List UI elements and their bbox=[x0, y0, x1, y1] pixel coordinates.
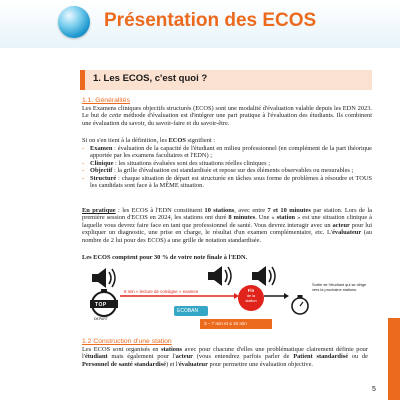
bullet-icon: - bbox=[82, 159, 85, 167]
text-fragment: Patient standardisé bbox=[293, 353, 349, 361]
list-item bbox=[82, 145, 372, 160]
text-fragment: 10 stations bbox=[204, 207, 235, 214]
term: Clinique bbox=[90, 159, 114, 167]
sphere-logo-icon bbox=[58, 6, 90, 38]
definition-list bbox=[82, 145, 372, 189]
text-fragment: stations bbox=[161, 346, 183, 353]
text-fragment: . Une « bbox=[255, 214, 277, 222]
list-item bbox=[82, 175, 372, 190]
text-fragment: 8 minutes bbox=[228, 214, 256, 222]
term-text: : les situations évaluées sont des situations réelles cliniques ; bbox=[113, 159, 270, 167]
term: Structuré bbox=[90, 174, 117, 182]
term: Examen bbox=[90, 145, 113, 152]
exit-text: Sortie de l'étudiant qui se dirige vers la prochaine stations. bbox=[312, 282, 367, 292]
text-fragment: pour lui expliquer un diagnostic, une prise en charge, le résultat d'un examen complémentaire, etc. L' bbox=[82, 221, 372, 237]
text-fragment: avec pour chacune d'elles une problématique clairement définie pour l' bbox=[82, 346, 368, 361]
top-sub-label: DEPART bbox=[94, 317, 108, 321]
subsection-heading-generalites: 1.1. Généralités bbox=[82, 97, 130, 104]
bullet-icon: - bbox=[82, 145, 85, 152]
page-edge-band bbox=[388, 318, 400, 400]
text-fragment: signifient : bbox=[185, 137, 216, 144]
paragraph-en-pratique bbox=[82, 207, 372, 244]
text-fragment: acteur bbox=[175, 353, 194, 361]
text-fragment: Les ECOS sont organisés en bbox=[82, 346, 162, 353]
text-fragment: évaluateur bbox=[332, 229, 362, 237]
stopwatch-exit-icon bbox=[292, 295, 308, 314]
fin-label-3: station bbox=[245, 299, 257, 303]
text-fragment: ) et l' bbox=[165, 360, 179, 368]
text-fragment: étudiant bbox=[84, 353, 108, 361]
bullet-icon: - bbox=[82, 167, 85, 175]
fin-label-1: Fin bbox=[247, 288, 255, 293]
text-fragment: 7 et 10 minutes bbox=[267, 207, 311, 214]
list-item bbox=[82, 167, 372, 174]
section-heading-bar bbox=[80, 70, 372, 90]
term-text: : évaluation de la capacité de l'étudiant en milieu professionnel (en complément de la part théorique apportée par les examens facultaires et l'EDN) ; bbox=[90, 145, 372, 160]
speaker-middle-icon bbox=[208, 266, 231, 286]
speaker-right-icon bbox=[252, 266, 275, 286]
text-fragment: ECOS bbox=[168, 137, 186, 144]
timing-label: 3 – 7 min et ≤ 10 min bbox=[204, 321, 247, 326]
text-fragment: Personnel de santé standardisé bbox=[82, 360, 166, 368]
list-item bbox=[82, 160, 372, 167]
text-fragment: (vous entendrez parfois parler de bbox=[193, 353, 294, 361]
text-fragment: En pratique bbox=[82, 207, 116, 214]
text-fragment: cette bbox=[109, 112, 122, 120]
text-fragment: : les ECOS à l'EDN constituent bbox=[115, 207, 205, 214]
text-fragment: Les Examens cliniques objectifs structurés (ECOS) sont une modalité d'évaluation valable depuis les EDN 2023. Le but de bbox=[82, 105, 372, 120]
paragraph-intro bbox=[82, 105, 372, 127]
paragraph-definition bbox=[82, 137, 372, 144]
page-number: 5 bbox=[372, 386, 376, 393]
bullet-icon: - bbox=[82, 174, 85, 182]
ecoban-label: ECOBAN bbox=[177, 308, 199, 314]
text-fragment: ou de bbox=[348, 353, 368, 361]
text-fragment: par station. Lors de la première session d'ECOS en 2024, les stations ont duré bbox=[82, 207, 372, 222]
term: Objectif bbox=[90, 167, 113, 175]
page-title: Présentation des ECOS bbox=[104, 10, 317, 31]
arrow-head-icon bbox=[284, 293, 289, 299]
paragraph-30-percent: Les ECOS comptent pour 30 % de votre note finale à l'EDN. bbox=[82, 254, 248, 261]
text-fragment: (au nombre de 2 lui pour des ECOS) a une grille de notation standardisée. bbox=[82, 229, 372, 244]
text-fragment: Si on s'en tient à la définition, les bbox=[82, 137, 169, 144]
fin-label-2: de la bbox=[246, 294, 256, 298]
term-text: : chaque situation de départ est structurée en tâches sous forme de problèmes à résoudre et TOUS les candidats sont face à la MÊME situation. bbox=[90, 174, 372, 190]
text-fragment: pour permettre une évaluation objective. bbox=[207, 360, 314, 368]
text-fragment: , avec entre bbox=[234, 207, 268, 214]
section-title: 1. Les ECOS, c'est quoi ? bbox=[93, 73, 208, 84]
text-fragment: » est une situation clinique à laquelle vous devrez faire face en tant que professionnel de santé. Vous devrez interagir avec un bbox=[82, 214, 373, 229]
consigne-label: 8 min « lecture de consigne » examen bbox=[124, 289, 199, 294]
term-text: : la grille d'évaluation est standardisée et repose sur des éléments observables ou mesurables ; bbox=[112, 167, 354, 175]
text-fragment: station bbox=[276, 214, 296, 222]
speaker-left-icon bbox=[92, 268, 115, 288]
paragraph-construction bbox=[82, 346, 368, 368]
top-label: TOP bbox=[95, 302, 107, 308]
station-timeline-diagram bbox=[88, 266, 380, 336]
text-fragment: mais également pour l' bbox=[107, 353, 176, 361]
text-fragment: méthode d'évaluation est d'intégrer une part pratique à l'évaluation des étudiants. Ils combinent une évaluation du savoir, du savoir-faire et du savoir-être. bbox=[82, 112, 373, 127]
text-fragment: acteur bbox=[332, 221, 350, 229]
subsection-heading-construction: 1.2 Construction d'une station bbox=[82, 338, 172, 345]
text-fragment: évaluateur bbox=[178, 360, 208, 368]
